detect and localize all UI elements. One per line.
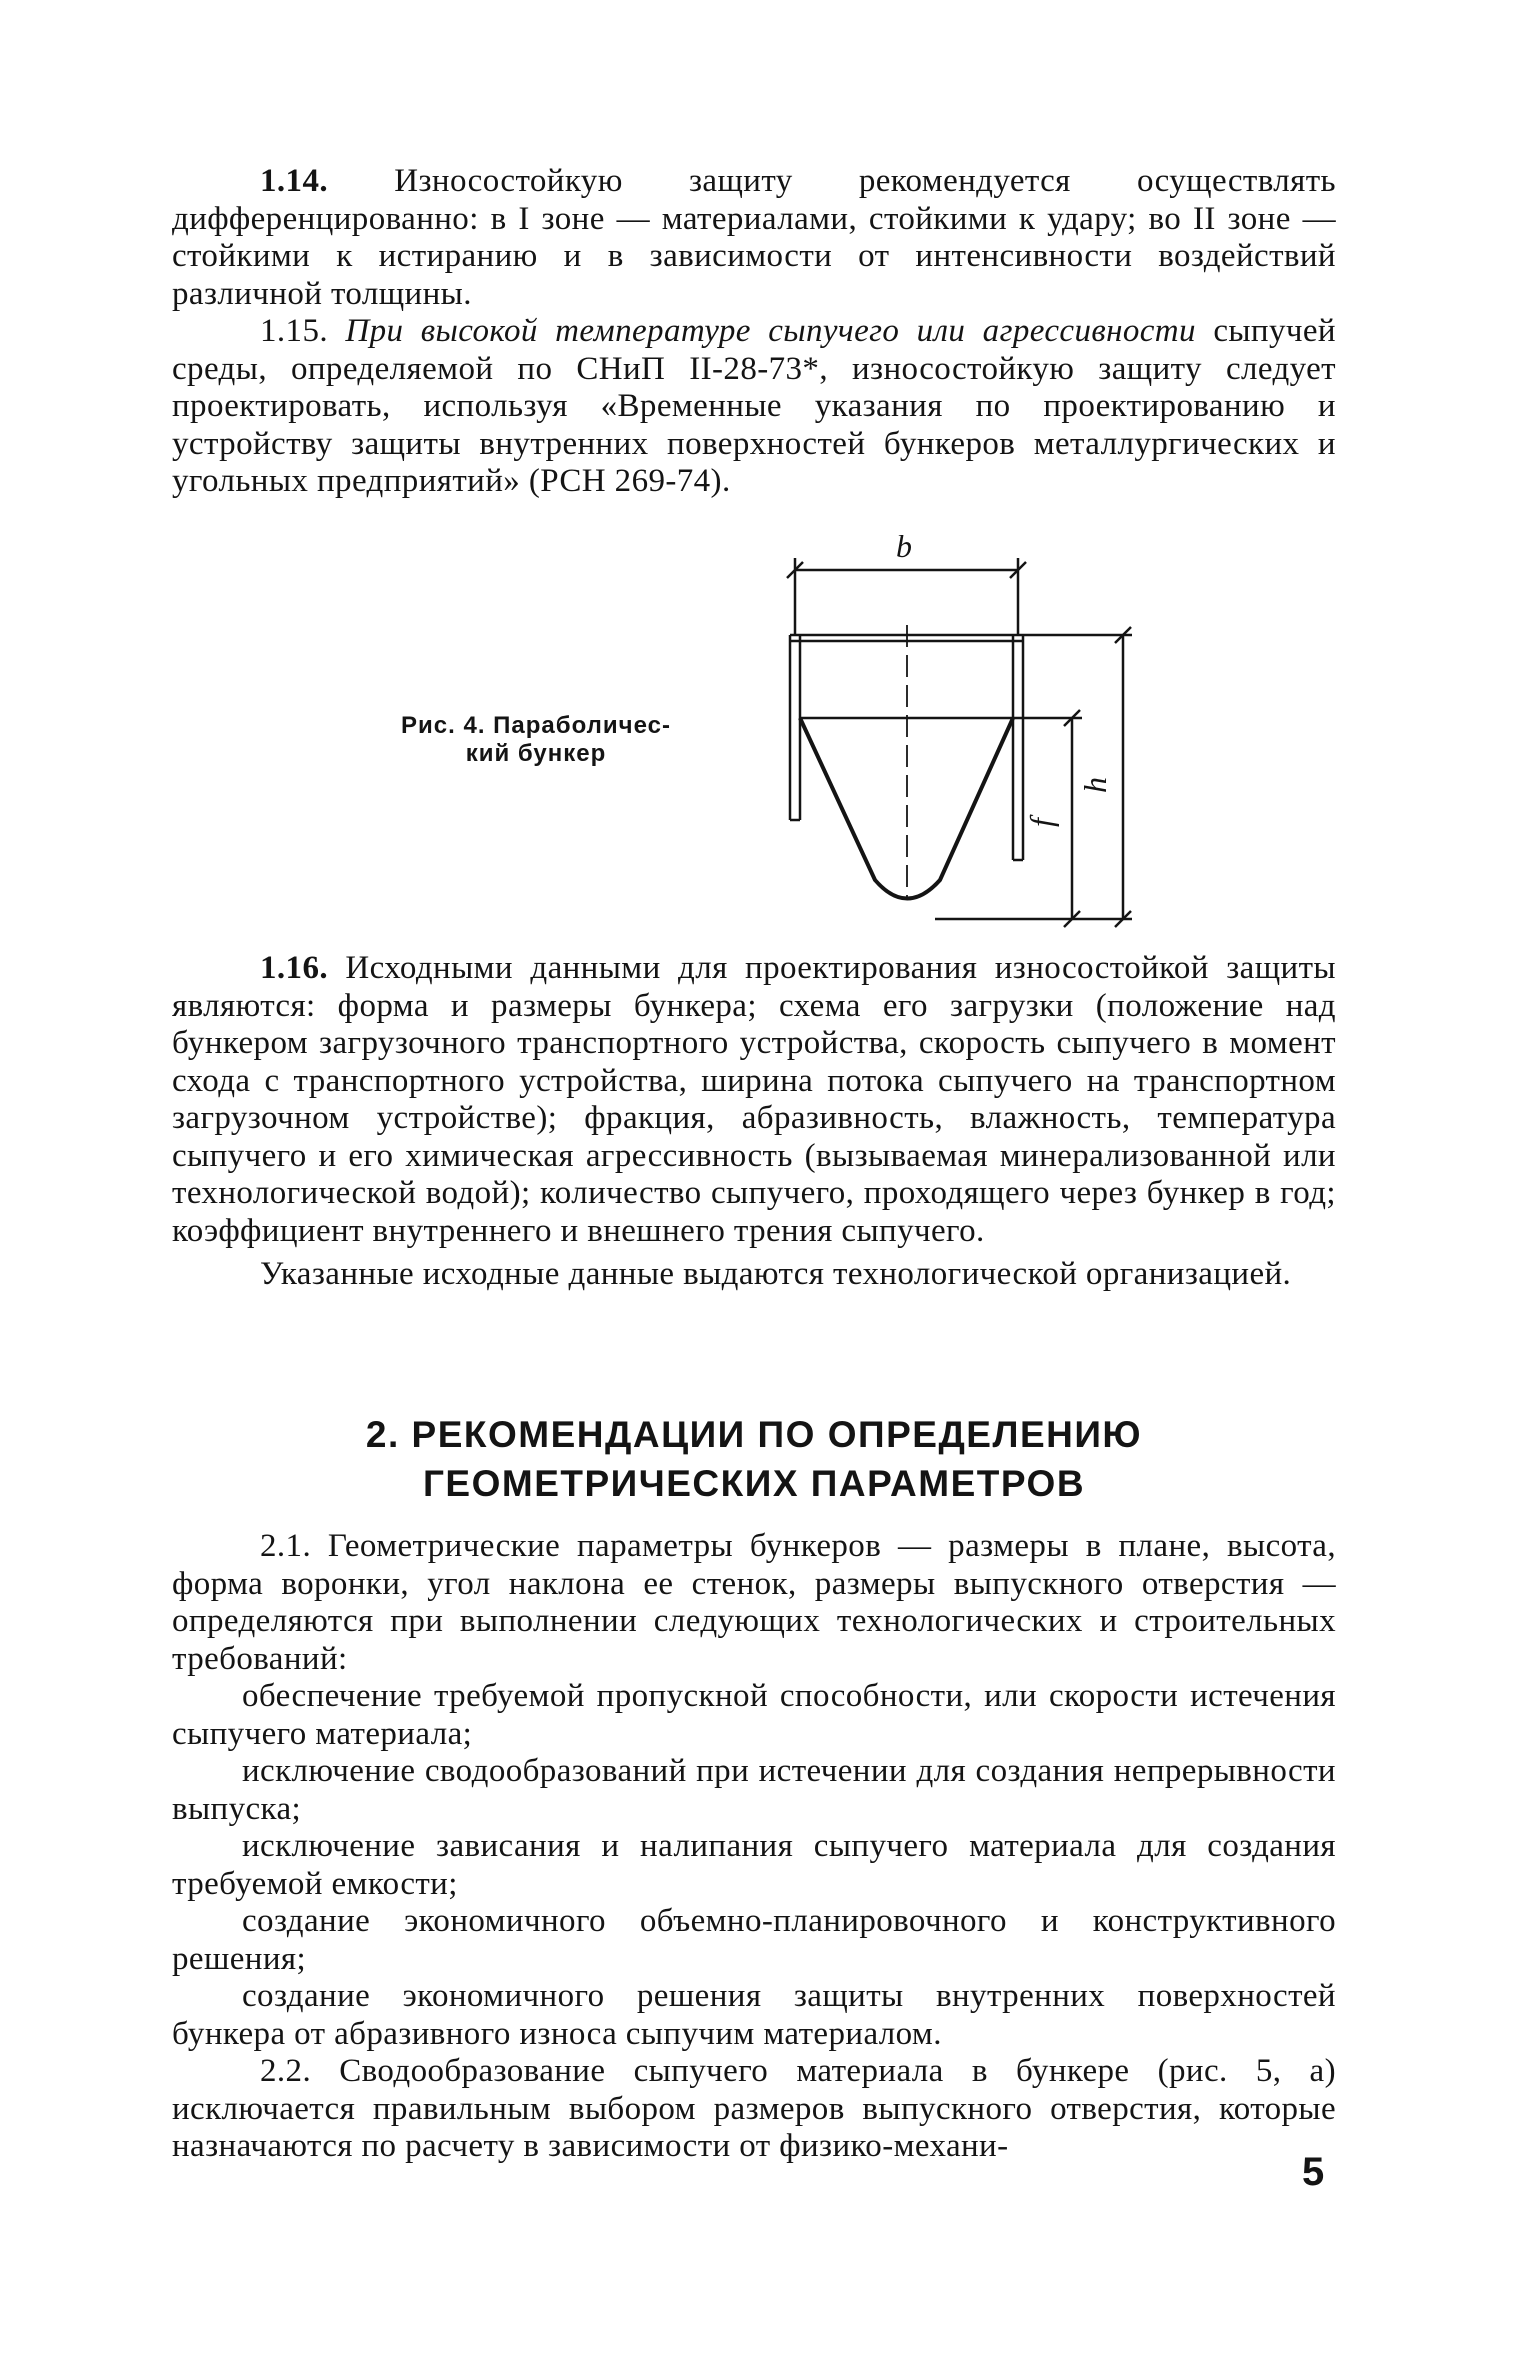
paragraph-italic-text: При высокой температуре сыпучего или агрессивности [345,313,1196,349]
list-item: обеспечение требуемой пропускной способности, или скорости истечения сыпучего материала; [172,1678,1336,1752]
list-item: создание экономичного объемно-планировочного и конструктивного решения; [172,1903,1336,1977]
figure-caption [356,712,716,768]
paragraph-number: 2.1. [260,1528,312,1564]
paragraph-1-15 [172,313,1336,501]
list-item: исключение сводообразований при истечении для создания непрерывности выпуска; [172,1753,1336,1827]
paragraph-number: 1.15. [260,313,328,349]
label-h: h [1077,777,1113,793]
paragraph-number: 2.2. [260,2053,312,2089]
label-b: b [896,535,912,564]
paragraph-text: Геометрические параметры бункеров — размеры в плане, высота, форма воронки, угол наклона ее стенок, размеры выпускного отверстия — определяются при выполнении следующих технологических и строительных требований: [172,1528,1337,1677]
paragraph-text: Сводообразование сыпучего материала в бункере (рис. 5, а) исключается правильным выбором размеров выпускного отверстия, которые назначаются по расчету в зависимости от физико-механи- [172,2053,1336,2164]
parabolic-bunker-figure [760,535,1160,935]
figure-caption-line-2: кий бункер [465,740,607,767]
list-item: исключение зависания и налипания сыпучего материала для создания требуемой емкости; [172,1828,1336,1902]
paragraph-1-16-continued: Указанные исходные данные выдаются технологической организацией. [260,1256,1292,1292]
paragraph-text: Износостойкую защиту рекомендуется осуществлять дифференцированно: в I зоне — материалами, стойкими к удару; во II зоне — стойкими к истиранию и в зависимости от интенсивности воздействий различной толщины. [172,163,1336,312]
figure-caption-line-1: Рис. 4. Параболичес- [401,712,671,739]
paragraph-1-16 [172,950,1336,1294]
paragraph-text: сыпучей среды, определяемой по СНиП II-28-73*, износостойкую защиту следует проектировать, используя «Временные указания по проектированию и устройству защиты внутренних поверхностей бункеров металлургических и угольных предприятий» (РСН 269-74). [172,313,1336,499]
section-heading [172,1410,1336,1508]
paragraph-number: 1.14. [260,163,328,199]
paragraph-2-1 [172,1528,1336,2166]
list-item: создание экономичного решения защиты внутренних поверхностей бункера от абразивного износа сыпучим материалом. [172,1978,1336,2052]
page-number: 5 [1302,2150,1325,2194]
paragraph-text: Исходными данными для проектирования износостойкой защиты являются: форма и размеры бункера; схема его загрузки (положение над бункером загрузочного транспортного устройства, скорость сыпучего в момент схода с транспортного устройства, ширина потока сыпучего на транспортном загрузочном устройстве); фракция, абразивность, влажность, температура сыпучего и его химическая агрессивность (вызываемая минерализованной или технологической водой); количество сыпучего, проходящего через бункер в год; коэффициент внутреннего и внешнего трения сыпучего. [172,950,1336,1249]
paragraph-number: 1.16. [260,950,328,986]
section-heading-line-1: 2. РЕКОМЕНДАЦИИ ПО ОПРЕДЕЛЕНИЮ [365,1414,1143,1455]
paragraph-1-14 [172,163,1336,313]
label-f: f [1023,818,1059,827]
section-heading-line-2: ГЕОМЕТРИЧЕСКИХ ПАРАМЕТРОВ [422,1463,1086,1504]
